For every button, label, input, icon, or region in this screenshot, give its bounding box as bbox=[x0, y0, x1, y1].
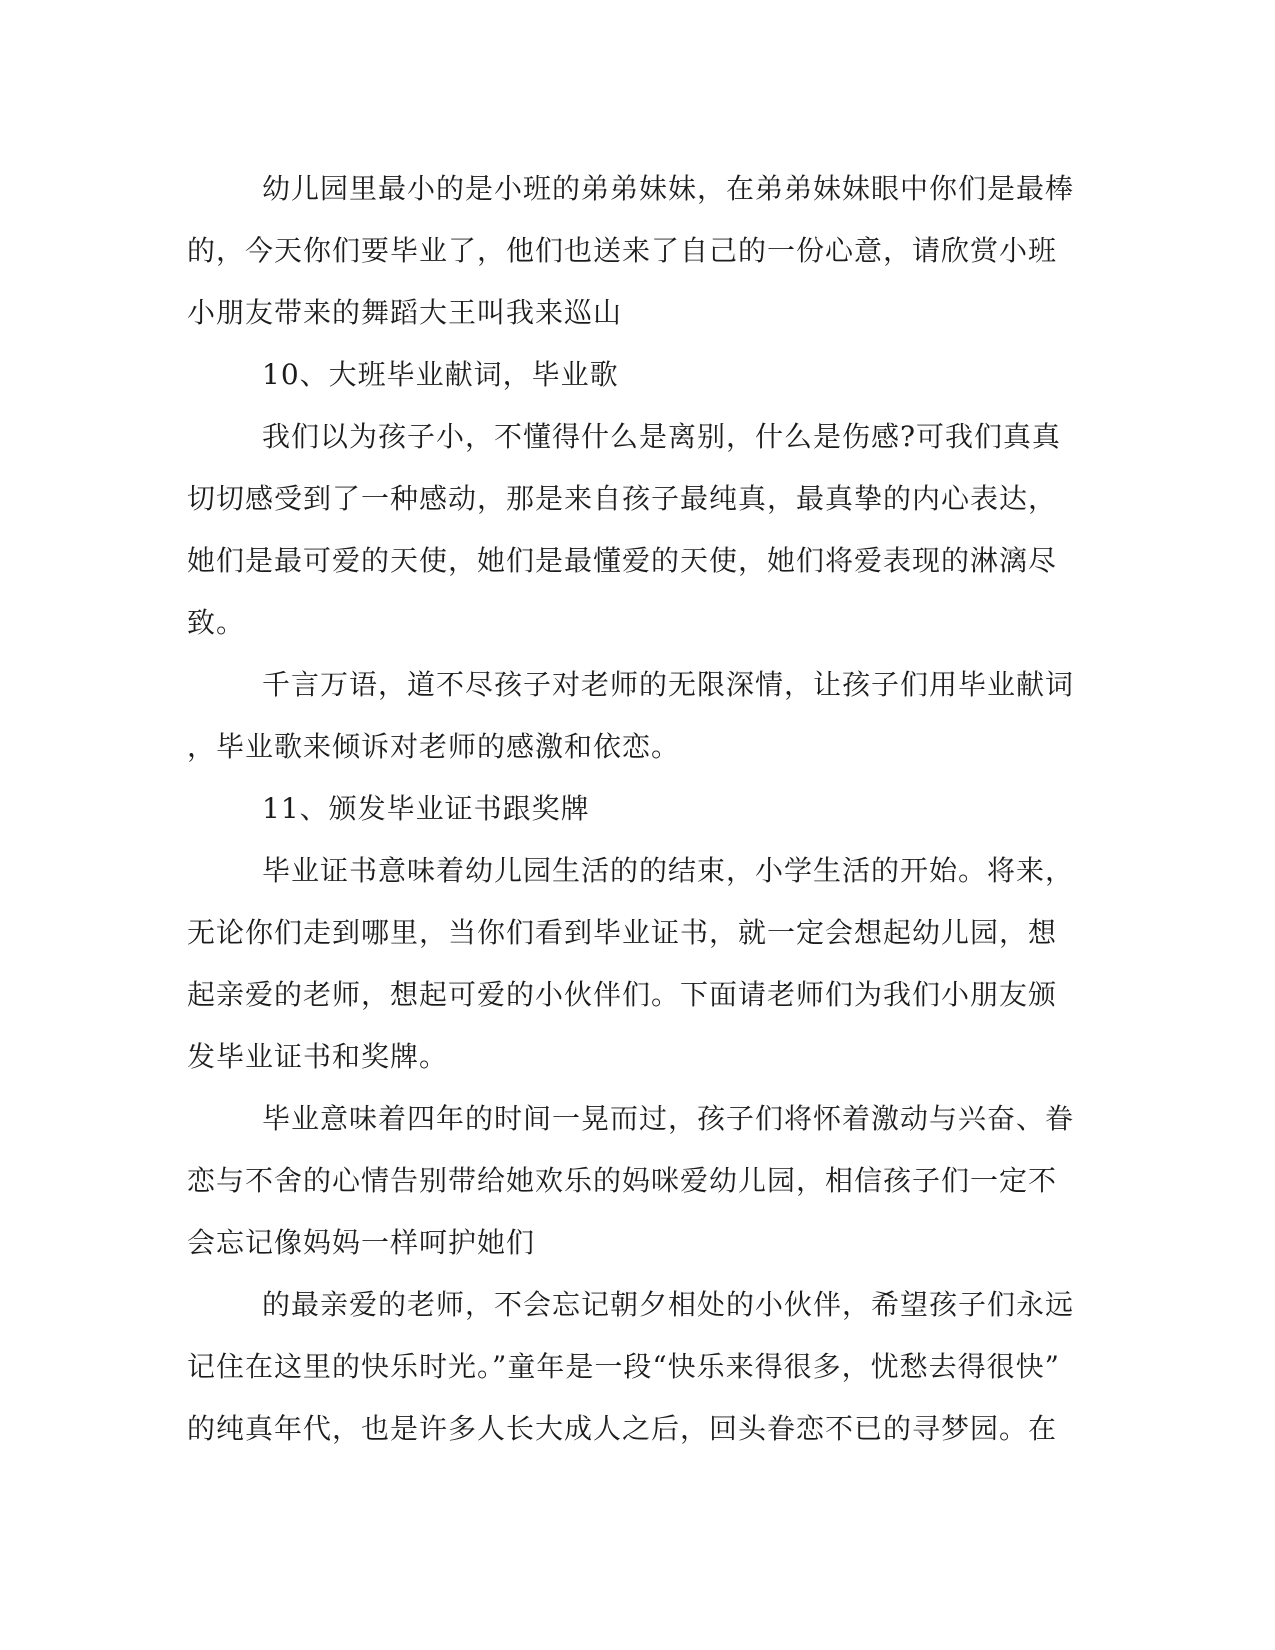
text-line: 发毕业证书和奖牌。 bbox=[187, 1040, 449, 1073]
paragraph bbox=[187, 158, 1075, 344]
text-line: 11、颁发毕业证书跟奖牌 bbox=[262, 792, 590, 825]
text-line: 的最亲爱的老师，不会忘记朝夕相处的小伙伴，希望孩子们永远 bbox=[262, 1288, 1075, 1321]
paragraph bbox=[187, 654, 1075, 778]
text-line: ，毕业歌来倾诉对老师的感激和依恋。 bbox=[187, 730, 681, 763]
text-line: 幼儿园里最小的是小班的弟弟妹妹，在弟弟妹妹眼中你们是最棒 bbox=[262, 172, 1075, 205]
paragraph bbox=[187, 1274, 1075, 1460]
text-line: 我们以为孩子小，不懂得什么是离别，什么是伤感?可我们真真 bbox=[262, 420, 1062, 453]
text-line: 的，今天你们要毕业了，他们也送来了自己的一份心意，请欣赏小班 bbox=[187, 234, 1058, 267]
text-line: 她们是最可爱的天使，她们是最懂爱的天使，她们将爱表现的淋漓尽 bbox=[187, 544, 1058, 577]
paragraph bbox=[187, 1088, 1075, 1274]
text-line: 10、大班毕业献词，毕业歌 bbox=[262, 358, 619, 391]
document-body bbox=[187, 158, 1075, 1460]
text-line: 无论你们走到哪里，当你们看到毕业证书，就一定会想起幼儿园，想 bbox=[187, 916, 1058, 949]
text-line: 致。 bbox=[187, 606, 246, 639]
paragraph bbox=[187, 778, 1067, 840]
text-line: 的纯真年代，也是许多人长大成人之后，回头眷恋不已的寻梦园。在 bbox=[187, 1412, 1058, 1445]
text-line: 小朋友带来的舞蹈大王叫我来巡山 bbox=[187, 296, 623, 329]
paragraph bbox=[187, 344, 1067, 406]
text-line: 记住在这里的快乐时光。”童年是一段“快乐来得很多，忧愁去得很快” bbox=[187, 1350, 1060, 1383]
text-line: 毕业意味着四年的时间一晃而过，孩子们将怀着激动与兴奋、眷 bbox=[262, 1102, 1075, 1135]
text-line: 恋与不舍的心情告别带给她欢乐的妈咪爱幼儿园，相信孩子们一定不 bbox=[187, 1164, 1058, 1197]
paragraph bbox=[187, 840, 1075, 1088]
text-line: 切切感受到了一种感动，那是来自孩子最纯真，最真挚的内心表达， bbox=[187, 482, 1058, 515]
text-line: 千言万语，道不尽孩子对老师的无限深情，让孩子们用毕业献词 bbox=[262, 668, 1075, 701]
text-line: 毕业证书意味着幼儿园生活的的结束，小学生活的开始。将来， bbox=[262, 854, 1075, 887]
paragraph bbox=[187, 406, 1067, 654]
text-line: 起亲爱的老师，想起可爱的小伙伴们。下面请老师们为我们小朋友颁 bbox=[187, 978, 1058, 1011]
text-line: 会忘记像妈妈一样呵护她们 bbox=[187, 1226, 536, 1259]
